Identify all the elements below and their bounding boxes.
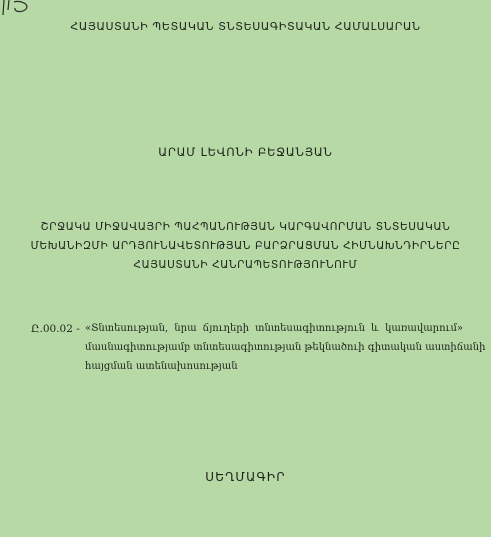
handwritten-mark	[0, 0, 60, 16]
author-name: ԱՐԱՄ ԼԵՎՈՆԻ ԲԵՋԱՆՅԱՆ	[158, 145, 333, 159]
university-name: ՀԱՅԱՍՏԱՆԻ ՊԵՏԱԿԱՆ ՏՆՏԵՍԱԳԻՏԱԿԱՆ ՀԱՄԱԼՍԱՐԱՆ	[70, 20, 421, 33]
document-genre: ՍԵՂՄԱԳԻՐ	[205, 470, 286, 484]
specialty-code: Ը.00.02 -	[31, 323, 80, 335]
specialty-line-1: «Տնտեսության, նրա ճյուղերի տնտեսագիտություն և կառավարում»	[85, 323, 463, 334]
thesis-title-line-3: ՀԱՅԱՍՏԱՆԻ ՀԱՆՐԱՊԵՏՈՒԹՅՈՒՆՈՒՄ	[133, 259, 358, 271]
specialty-line-2: մասնագիտությամբ տնտեսագիտության թեկնածուի գիտական աստիճանի	[85, 342, 486, 353]
thesis-title-line-2: ՄԵԽԱՆԻԶՄԻ ԱՐԴՅՈՒՆԱՎԵՏՈՒԹՅԱՆ ԲԱՐՁՐԱՑՄԱՆ ՀԻՄՆԱԽՆԴԻՐՆԵՐԸ	[30, 240, 461, 252]
thesis-title-line-1: ՇՐՋԱԿԱ ՄԻՋԱՎԱՅՐԻ ՊԱՀՊԱՆՈՒԹՅԱՆ ԿԱՐԳԱՎՈՐՄԱՆ ՏՆՏԵՍԱԿԱՆ	[40, 221, 451, 233]
specialty-line-3: հայցման ատենախոսության	[85, 361, 238, 372]
